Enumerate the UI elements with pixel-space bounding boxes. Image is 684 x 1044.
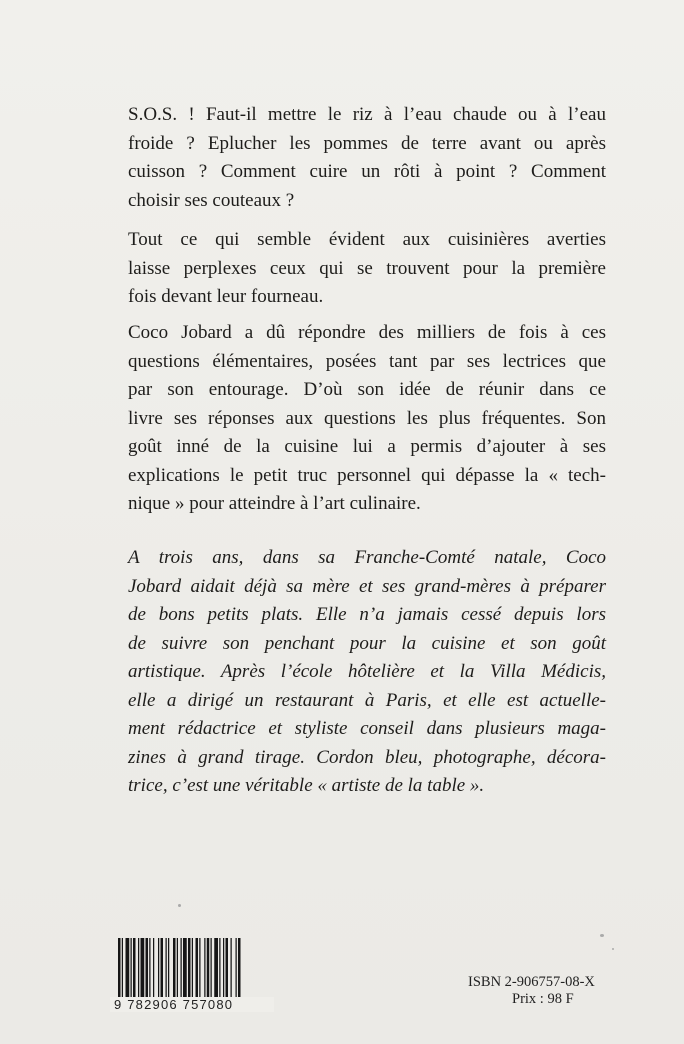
text-line: froide ? Eplucher les pommes de terre avant ou après <box>128 132 606 154</box>
barcode-bar <box>207 938 210 1000</box>
text-line: laisse perplexes ceux qui se trouvent pour la première <box>128 257 606 279</box>
text-line: Coco Jobard a dû répondre des milliers de fois à ces <box>128 322 606 343</box>
price: Prix : 98 F <box>512 991 574 1007</box>
barcode-bar <box>192 938 193 1000</box>
text-line: artistique. Après l’école hôtelière et la Villa Médicis, <box>128 661 606 682</box>
text-line: de bons petits plats. Elle n’a jamais cessé depuis lors <box>128 604 606 625</box>
text-line: Tout ce qui semble évident aux cuisinières averties <box>128 229 606 250</box>
barcode-bar <box>146 938 149 1000</box>
barcode-bar <box>161 938 164 1000</box>
barcode-bar <box>122 938 123 1000</box>
barcode-bar <box>173 938 176 1000</box>
text-line: ment rédactrice et styliste conseil dans plusieurs maga- <box>128 718 606 739</box>
isbn-block <box>468 974 595 1008</box>
barcode-bar <box>188 938 191 1000</box>
text-line: S.O.S. ! Faut-il mettre le riz à l’eau chaude ou à l’eau <box>128 104 606 125</box>
barcode-bar <box>214 938 218 1000</box>
text-line: livre ses réponses aux questions les plus fréquentes. Son <box>128 407 606 429</box>
text-line: choisir ses couteaux ? <box>128 189 295 211</box>
text-line: trice, c’est une véritable « artiste de la table ». <box>128 775 485 796</box>
barcode-bar <box>158 938 159 1000</box>
barcode-bar <box>133 938 136 1000</box>
barcode-bar <box>196 938 199 1000</box>
barcode-bar <box>204 938 205 1000</box>
barcode-digits: 9 782906 757080 <box>110 997 274 1012</box>
isbn-number: ISBN 2-906757-08-X <box>468 974 595 990</box>
text-line: questions élémentaires, posées tant par ses lectrices que <box>128 350 606 372</box>
text-line: zines à grand tirage. Cordon bleu, photographe, décora- <box>128 746 606 768</box>
author-biography <box>128 544 606 801</box>
text-line: A trois ans, dans sa Franche-Comté natale, Coco <box>128 547 606 568</box>
text-line: par son entourage. D’où son idée de réunir dans ce <box>128 379 606 400</box>
text-line: cuisson ? Comment cuire un rôti à point ? Comment <box>128 161 606 182</box>
paper-speck <box>178 904 181 907</box>
intro-paragraph-questions <box>128 101 606 215</box>
barcode-bar <box>219 938 220 1000</box>
barcode-bar <box>181 938 182 1000</box>
barcode-bar <box>199 938 200 1000</box>
text-line: elle a dirigé un restaurant à Paris, et elle est actuelle- <box>128 689 606 711</box>
barcode-bar <box>177 938 178 1000</box>
text-line: de suivre son penchant pour la cuisine et son goût <box>128 632 606 654</box>
barcode-bar <box>223 938 224 1000</box>
barcode-bar <box>183 938 187 1000</box>
barcode-bar <box>236 938 237 1000</box>
barcode-bar <box>149 938 150 1000</box>
text-line: explications le petit truc personnel qui dépasse la « tech- <box>128 464 606 486</box>
barcode-bar <box>226 938 229 1000</box>
barcode-bars <box>110 938 280 1000</box>
barcode-bar <box>211 938 212 1000</box>
barcode-bar <box>231 938 232 1000</box>
barcode-bar <box>166 938 167 1000</box>
barcode-bar <box>126 938 130 1000</box>
barcode-bar <box>138 938 139 1000</box>
text-line: Jobard aidait déjà sa mère et ses grand-mères à préparer <box>128 575 606 597</box>
barcode-bar <box>168 938 169 1000</box>
barcode-bar <box>141 938 145 1000</box>
barcode-bar <box>131 938 132 1000</box>
intro-paragraph-evident <box>128 226 606 312</box>
text-line: fois devant leur fourneau. <box>128 286 324 307</box>
text-line: nique » pour atteindre à l’art culinaire. <box>128 493 421 514</box>
intro-paragraph-author <box>128 319 606 519</box>
paper-speck <box>612 948 614 950</box>
barcode-bar <box>118 938 121 1000</box>
barcode-bar <box>153 938 154 1000</box>
text-line: goût inné de la cuisine lui a permis d’ajouter à ses <box>128 436 606 457</box>
paper-speck <box>600 934 604 937</box>
barcode-bar <box>238 938 241 1000</box>
